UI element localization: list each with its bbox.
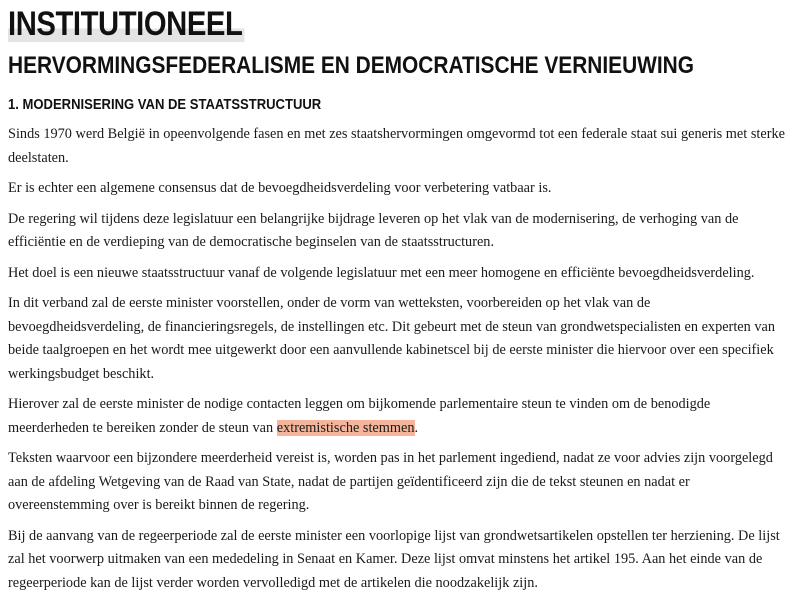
paragraph-text-after-highlight: . (414, 419, 419, 436)
body-text (8, 123, 788, 595)
paragraph: Sinds 1970 werd België in opeenvolgende fasen en met zes staatshervormingen omgevormd tot een federale staat sui generis met sterke deelstaten. (8, 126, 785, 166)
chapter-title: HERVORMINGSFEDERALISME EN DEMOCRATISCHE VERNIEUWING (8, 52, 694, 79)
document-page (8, 0, 788, 602)
paragraph-with-highlight (8, 393, 788, 440)
paragraph-text-before-highlight: Hierover zal de eerste minister de nodige contacten leggen om bijkomende parlementaire steun te vinden om de benodigde meerderheden te bereiken zonder de steun van (8, 396, 711, 436)
section-title: INSTITUTIONEEL (8, 5, 243, 43)
paragraph: Het doel is een nieuwe staatsstructuur vanaf de volgende legislatuur met een meer homogene en efficiënte bevoegdheidsverdeling. (8, 264, 755, 281)
paragraph: De regering wil tijdens deze legislatuur een belangrijke bijdrage leveren op het vlak van de modernisering, de verhoging van de efficiëntie en de verdieping van de democratische beginselen van de staatsstructuren. (8, 210, 739, 250)
subsection-title: 1. MODERNISERING VAN DE STAATSSTRUCTUUR (8, 97, 322, 113)
paragraph: Teksten waarvoor een bijzondere meerderheid vereist is, worden pas in het parlement ingediend, nadat ze voor advies zijn voorgelegd aan de afdeling Wetgeving van de Raad van State, nadat de partijen geïdentificeerd zijn die de tekst steunen en nadat er overeenstemming over is bereikt binnen de regering. (8, 450, 773, 513)
paragraph: Bij de aanvang van de regeerperiode zal de eerste minister een voorlopige lijst van grondwetsartikelen opstellen ter herziening. De lijst zal het voorwerp uitmaken van een mededeling in Senaat en Kamer. Deze lijst omvat minstens het artikel 195. Aan het einde van de regeerperiode kan de lijst verder worden vervolledigd met de artikelen die noodzakelijk zijn. (8, 527, 780, 591)
paragraph: Er is echter een algemene consensus dat de bevoegdheidsverdeling voor verbetering vatbaar is. (8, 180, 552, 196)
paragraph: In dit verband zal de eerste minister voorstellen, onder de vorm van wetteksten, voorbereiden op het vlak van de bevoegdheidsverdeling, de financieringsregels, de instellingen etc. Dit gebeurt met de steun van grondwetspecialisten en experten van beide taalgroepen en het wordt mee uitgewerkt door een aanvullende kabinetscel bij de eerste minister die hiervoor over een specifiek werkingsbudget beschikt. (8, 295, 776, 382)
highlighted-phrase: extremistische stemmen (276, 419, 415, 436)
